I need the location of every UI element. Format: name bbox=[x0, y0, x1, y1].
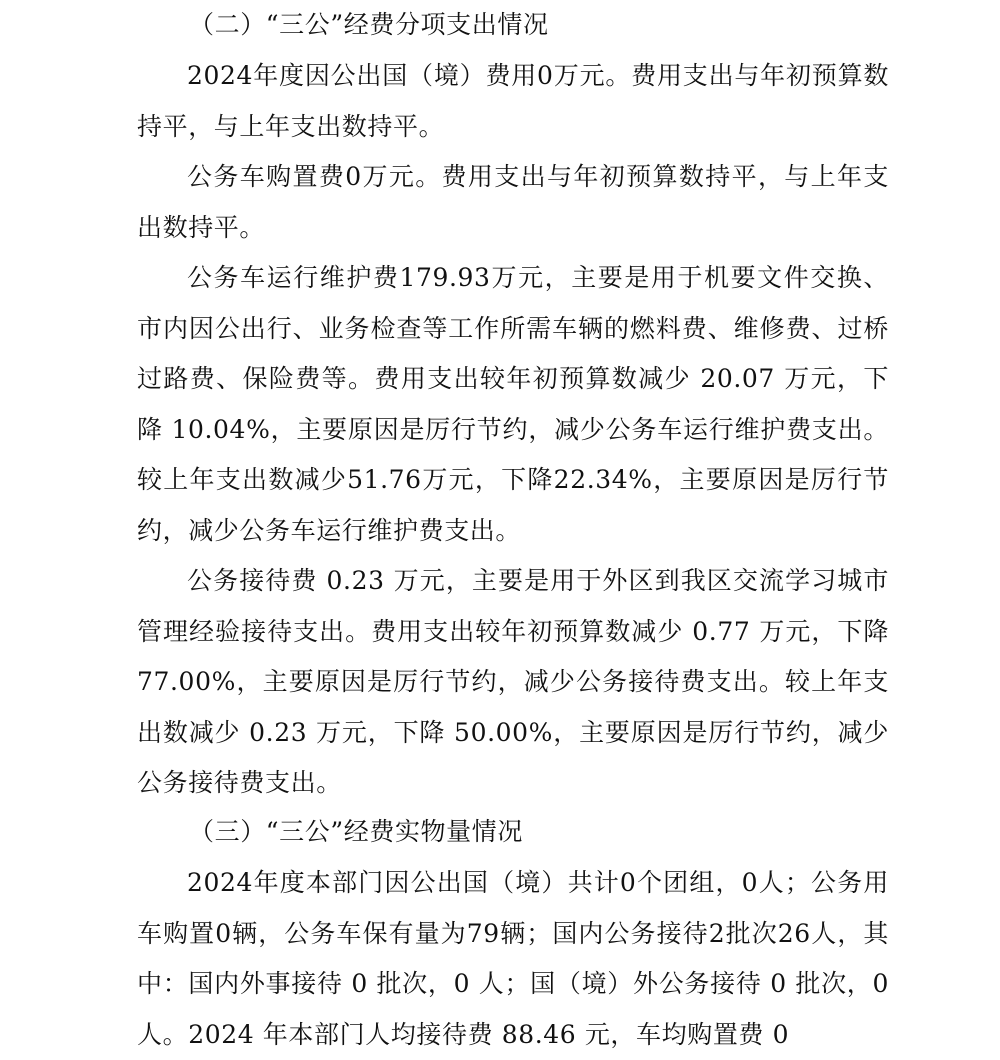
paragraph-vehicle-purchase: 公务车购置费0万元。费用支出与年初预算数持平，与上年支出数持平。 bbox=[137, 162, 889, 242]
section-heading-2: （二）“三公”经费分项支出情况 bbox=[189, 10, 549, 39]
paragraph-reception: 公务接待费 0.23 万元，主要是用于外区到我区交流学习城市管理经验接待支出。费用支出较年初预算数减少 0.77 万元，下降 77.00%，主要原因是厉行节约，减少公务接待费支出。较上年支出数减少 0.23 万元，下降 50.00%，主要原因是厉行节约，减少公务接待费支出。 bbox=[137, 566, 889, 797]
paragraph-vehicle-maintenance: 公务车运行维护费179.93万元，主要是用于机要文件交换、市内因公出行、业务检查等工作所需车辆的燃料费、维修费、过桥过路费、保险费等。费用支出较年初预算数减少 20.07 万元，下降 10.04%，主要原因是厉行节约，减少公务车运行维护费支出。较上年支出数减少51.76万元，下降22.34%，主要原因是厉行节约，减少公务车运行维护费支出。 bbox=[137, 263, 889, 545]
section-heading-3: （三）“三公”经费实物量情况 bbox=[189, 817, 523, 846]
paragraph-travel-abroad: 2024年度因公出国（境）费用0万元。费用支出与年初预算数持平，与上年支出数持平。 bbox=[137, 61, 889, 141]
paragraph-physical-quantity: 2024年度本部门因公出国（境）共计0个团组，0人；公务用车购置0辆，公务车保有量为79辆；国内公务接待2批次26人，其中：国内外事接待 0 批次，0 人；国（境）外公务接待 0 批次，0 人。2024 年本部门人均接待费 88.46 元，车均购置费 0 bbox=[137, 868, 889, 1049]
